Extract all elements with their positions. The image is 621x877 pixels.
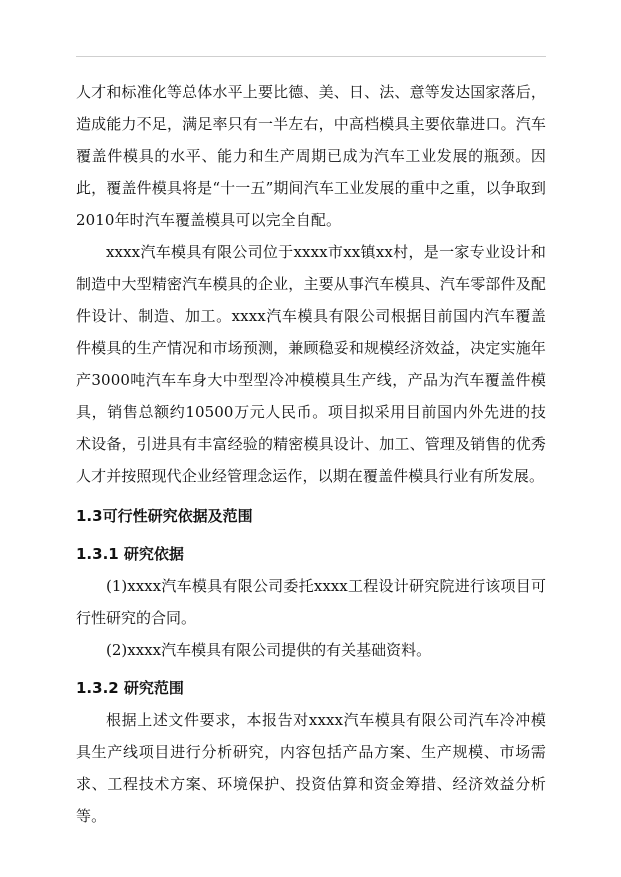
list-item-basis-1: (1)xxxx汽车模具有限公司委托xxxx工程设计研究院进行该项目可行性研究的合同。 [76, 577, 546, 627]
section-heading-1-3: 1.3可行性研究依据及范围 [76, 507, 253, 525]
section-heading-1-3-1: 1.3.1 研究依据 [76, 545, 184, 563]
section-heading-1-3-2: 1.3.2 研究范围 [76, 679, 184, 697]
page-content [76, 76, 546, 832]
header-divider [76, 56, 546, 57]
paragraph-research-scope: 根据上述文件要求，本报告对xxxx汽车模具有限公司汽车冷冲模具生产线项目进行分析研究，内容包括产品方案、生产规模、市场需求、工程技术方案、环境保护、投资估算和资金筹措、经济效益分析等。 [76, 711, 546, 825]
list-item-basis-2: (2)xxxx汽车模具有限公司提供的有关基础资料。 [106, 641, 432, 659]
paragraph-company-overview: xxxx汽车模具有限公司位于xxxx市xx镇xx村，是一家专业设计和制造中大型精密汽车模具的企业，主要从事汽车模具、汽车零部件及配件设计、制造、加工。xxxx汽车模具有限公司根据目前国内汽车覆盖件模具的生产情况和市场预测，兼顾稳妥和规模经济效益，决定实施年产3000吨汽车车身大中型型冷冲模模具生产线，产品为汽车覆盖件模具，销售总额约10500万元人民币。项目拟采用目前国内外先进的技术设备，引进具有丰富经验的精密模具设计、加工、管理及销售的优秀人才并按照现代企业经管理念运作，以期在覆盖件模具行业有所发展。 [76, 243, 546, 485]
paragraph-intro-continued: 人才和标准化等总体水平上要比德、美、日、法、意等发达国家落后，造成能力不足，满足率只有一半左右，中高档模具主要依靠进口。汽车覆盖件模具的水平、能力和生产周期已成为汽车工业发展的瓶颈。因此，覆盖件模具将是“十一五”期间汽车工业发展的重中之重，以争取到2010年时汽车覆盖模具可以完全自配。 [76, 83, 546, 229]
